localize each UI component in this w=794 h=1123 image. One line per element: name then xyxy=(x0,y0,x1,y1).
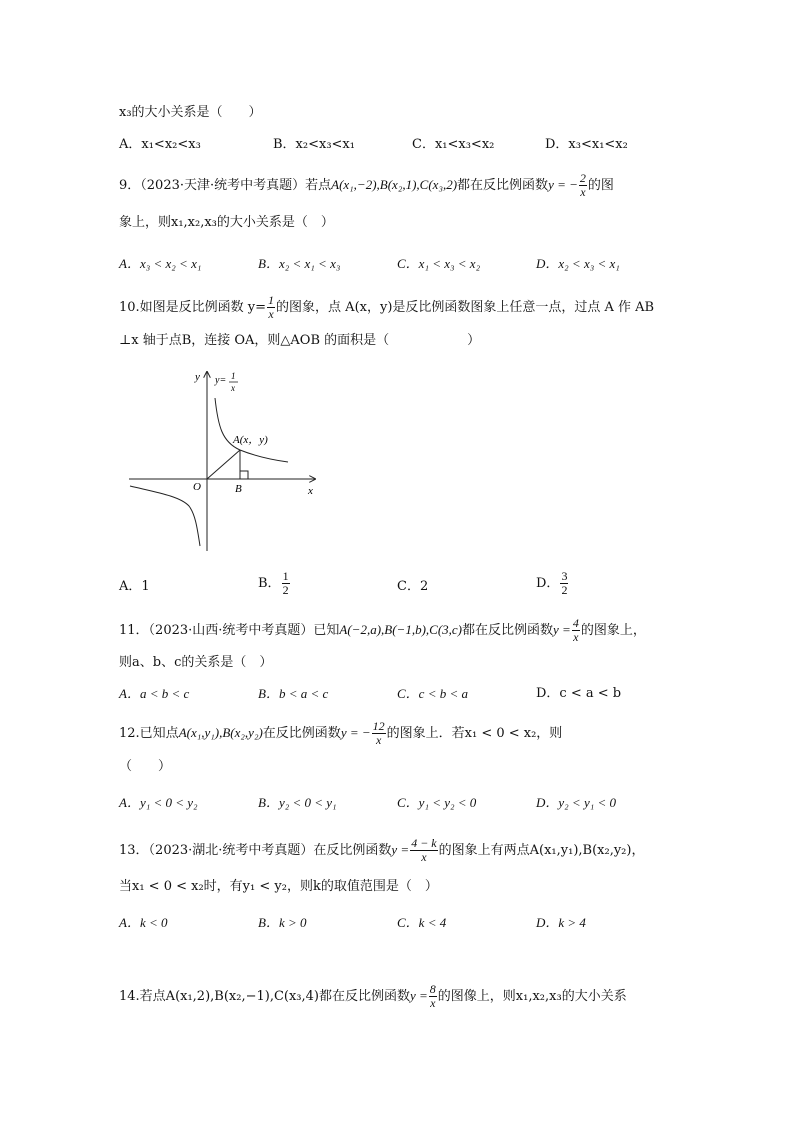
question-8-tail: x₃的大小关系是（ ） xyxy=(119,105,262,120)
q12-option-d: D．y₂ < y₁ < 0 xyxy=(536,795,617,810)
q13-option-a: A．k < 0 xyxy=(119,915,168,930)
question-9-line2: 象上，则x₁,x₂,x₃的大小关系是（ ） xyxy=(119,215,334,230)
origin-label: O xyxy=(193,481,201,493)
segment-oa xyxy=(207,450,240,479)
fraction: $\frac{8}{x}$ xyxy=(429,982,436,1010)
q9-option-a: A．x₃ < x₂ < x₁ xyxy=(119,256,202,271)
q11-option-c: C．c < b < a xyxy=(397,686,468,701)
q8-option-c: C．x₁<x₃<x₂ xyxy=(412,137,495,152)
q11-option-d: D．c < a < b xyxy=(536,686,622,701)
question-12-line2: （ ） xyxy=(119,759,172,774)
fraction: $\frac{4}{x}$ xyxy=(572,616,579,644)
fraction: $\frac{2}{x}$ xyxy=(579,171,586,199)
q9-option-d: D．x₂ < x₃ < x₁ xyxy=(536,256,620,271)
x-axis-label: x xyxy=(308,485,313,497)
point-b-label: B xyxy=(235,483,242,495)
q9-option-c: C．x₁ < x₃ < x₂ xyxy=(397,256,481,271)
curve-equation-den: x xyxy=(231,383,235,393)
q10-option-a: A．1 xyxy=(119,579,150,594)
q8-option-d: D．x₃<x₁<x₂ xyxy=(545,137,628,152)
q8-option-a: A．x₁<x₂<x₃ xyxy=(119,137,201,152)
hyperbola-figure xyxy=(125,366,325,556)
q13-option-d: D．k > 4 xyxy=(536,915,586,930)
question-11-line2: 则a、b、c的关系是（ ） xyxy=(119,655,273,670)
question-12-stem: 12.已知点A(x₁,y₁),B(x₂,y₂)在反比例函数y = − $\frac{12}{x}$ 的图象上．若x₁ < 0 < x₂，则 xyxy=(119,719,563,747)
fraction: $\frac{1}{x}$ xyxy=(268,293,275,321)
y-axis-label: y xyxy=(195,371,200,383)
question-9-stem: 9．（2023·天津·统考中考真题）若点A(x₁,−2),B(x₂,1),C(x₃,2)都在反比例函数y = − $\frac{2}{x}$ 的图 xyxy=(119,171,614,199)
q12-option-a: A．y₁ < 0 < y₂ xyxy=(119,795,198,810)
question-14-stem: 14.若点A(x₁,2),B(x₂,−1),C(x₃,4)都在反比例函数y = $\frac{8}{x}$ 的图像上，则x₁,x₂,x₃的大小关系 xyxy=(119,982,627,1010)
curve-equation-lhs: y= xyxy=(215,375,227,386)
q9-option-b: B．x₂ < x₁ < x₃ xyxy=(258,256,341,271)
q12-option-c: C．y₁ < y₂ < 0 xyxy=(397,795,477,810)
right-angle-mark xyxy=(240,471,248,479)
q13-option-c: C．k < 4 xyxy=(397,915,447,930)
question-13-stem: 13．（2023·湖北·统考中考真题）在反比例函数y = $\frac{4 - k}{x}$ 的图象上有两点A(x₁,y₁),B(x₂,y₂)， xyxy=(119,836,645,864)
question-11-stem: 11．（2023·山西·统考中考真题）已知A(−2,a),B(−1,b),C(3,c)都在反比例函数y = $\frac{4}{x}$ 的图象上， xyxy=(119,616,646,644)
curve-equation-num: 1 xyxy=(231,371,236,381)
curve-branch-3 xyxy=(130,486,200,546)
question-10-line2: ⊥x 轴于点B，连接 OA，则△AOB 的面积是（ ） xyxy=(119,333,481,348)
point-a-label: A(x，y) xyxy=(233,434,268,446)
q10-option-c: C．2 xyxy=(397,579,429,594)
curve-branch-1 xyxy=(215,398,288,462)
question-10-stem: 10.如图是反比例函数 y= $\frac{1}{x}$ 的图象，点 A(x，y)是反比例函数图象上任意一点，过点 A 作 AB xyxy=(119,293,655,321)
q10-option-d: D． $\frac{3}{2}$ xyxy=(536,569,568,597)
q11-option-a: A．a < b < c xyxy=(119,686,190,701)
q10-option-b: B． $\frac{1}{2}$ xyxy=(258,569,289,597)
q11-option-b: B．b < a < c xyxy=(258,686,329,701)
q13-option-b: B．k > 0 xyxy=(258,915,307,930)
fraction: $\frac{12}{x}$ xyxy=(372,719,385,747)
q12-option-b: B．y₂ < 0 < y₁ xyxy=(258,795,337,810)
fraction: $\frac{4 - k}{x}$ xyxy=(411,836,437,864)
q8-option-b: B．x₂<x₃<x₁ xyxy=(273,137,355,152)
question-13-line2: 当x₁ < 0 < x₂时，有y₁ < y₂，则k的取值范围是（ ） xyxy=(119,879,438,894)
